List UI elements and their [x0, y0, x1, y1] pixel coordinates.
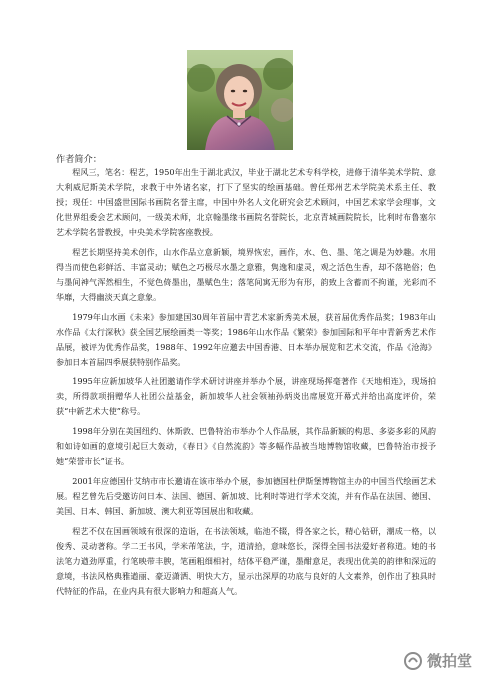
author-portrait-photo: [187, 50, 293, 150]
bio-paragraph-4: 1995年应新加坡华人社团邀请作学术研讨讲座并举办个展，讲座现场挥毫著作《天地相连》，现场拍卖，所得款项捐赠华人社团公益基金，新加坡华人社会领袖孙炳炎出席展览开幕式并给出高度评价，荣获“中新艺术大使”称号。: [56, 376, 436, 417]
bio-paragraph-6: 2001年应德国什艾纳市市长邀请在该市举办个展，参加德国杜伊斯堡博物馆主办的中国当代绘画艺术展。程艺曾先后受邀访问日本、法国、德国、新加坡、比利时等进行学术交流，并有作品在法国、德国、美国、日本、韩国、新加坡、澳大利亚等国展出和收藏。: [56, 475, 436, 516]
biography-body: [56, 165, 436, 603]
bio-paragraph-3: 1979年山水画《未来》参加建国30周年首届中青艺术家新秀美术展，获首届优秀作品奖；1983年山水作品《太行深秋》获全国艺展绘画类一等奖；1986年山水作品《繁荣》参加国际和平年中青新秀艺术作品展，被评为优秀作品奖，1988年、1992年应邀去中国香港、日本举办展览和艺术交流，作品《沧海》参加日本首届四季展获特别作品奖。: [56, 311, 436, 367]
weipaitang-watermark: [403, 650, 472, 671]
watermark-text: 微拍堂: [426, 652, 472, 670]
bio-paragraph-5: 1998年分别在美国纽约、休斯敦、巴鲁特治市举办个人作品展，其作品新颖的构思、多姿多彩的风韵和如诗如画的意境引起巨大轰动，《春日》《自然流韵》等多幅作品被当地博物馆收藏，巴鲁特治市授予她“荣誉市长”证书。: [56, 426, 436, 467]
bio-paragraph-1: 程风三，笔名：程艺，1950年出生于湖北武汉，毕业于湖北艺术专科学校，进修于清华美术学院、意大利威尼斯美术学院，求教于中外诸名家，打下了坚实的绘画基础。曾任郑州艺术学院美术系主任、教授；现任：中国盛世国际书画院名誉主席，中国中外名人文化研究会艺术顾问，中国艺术家学会理事，文化世界组委会艺术顾问，一级美术师，北京翰墨缘书画院名誉院长，北京青城画院院长，比利时布鲁塞尔艺术学院名誉教授，中央美术学院客座教授。: [56, 167, 436, 238]
portrait-image: [187, 50, 293, 150]
watermark-logo-icon: [403, 651, 423, 671]
bio-paragraph-7: 程艺不仅在国画领域有很深的造诣，在书法领域，临池不辍，得各家之长，精心钻研，潮成一格，以俊秀、灵动著称。学二王书风，学米芾笔法，字，道清拾，意味悠长，深得全国书法爱好者称道。她的书法笔力遒劲厚重，行笔映带丰腴，笔画粗细相衬，结体平稳严谨，墨酣意足，表现出优美的韵律和深远的意境，书法风格典雅遒丽、豪迈潇洒、明快大方，显示出深厚的功底与良好的人文素养，创作出了独具时代特征的作品，在业内具有很大影响力和超高人气。: [56, 525, 436, 596]
intro-heading: 作者简介：: [56, 154, 102, 165]
bio-paragraph-2: 程艺长期坚持美术创作，山水作品立意新颖，境界恢宏，画作，水、色、墨、笔之调是为妙趣。水用得当而使色彩鲜活、丰富灵动；赋色之巧极尽水墨之意雅，隽逸和虚灵，观之活色生香，却不落艳俗；色与墨间神气浑然相生，不觉色倚墨出，墨赋色生；落笔间寓无形为有形，韵致上含蓄而不拘谨，光彩而不华靡，大得幽淡天真之意象。: [56, 246, 436, 302]
